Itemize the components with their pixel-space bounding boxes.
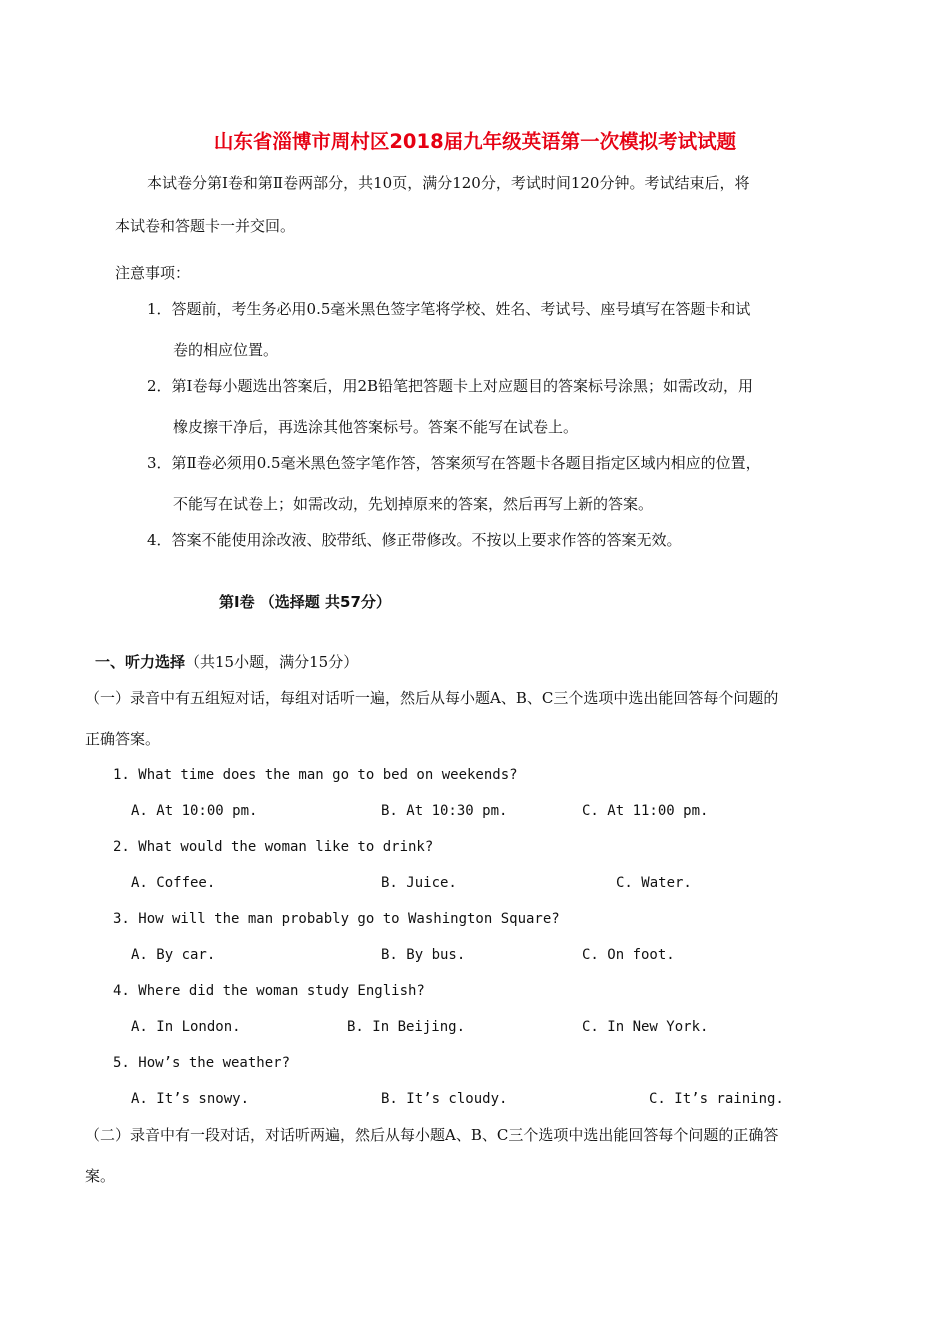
question-5-option-c: C. It’s raining. xyxy=(649,1091,784,1107)
notice-item-3-line-1: 3．第Ⅱ卷必须用0.5毫米黑色签字笔作答，答案须写在答题卡各题目指定区域内相应的位置， xyxy=(147,454,761,472)
page-title: 山东省淄博市周村区2018届九年级英语第一次模拟考试试题 xyxy=(213,130,737,153)
question-4: 4. Where did the woman study English? xyxy=(113,983,425,999)
notice-item-2-line-1: 2．第Ⅰ卷每小题选出答案后，用2B铅笔把答题卡上对应题目的答案标号涂黑；如需改动，用 xyxy=(147,377,754,395)
question-5-option-b: B. It’s cloudy. xyxy=(381,1091,508,1107)
sub2-instruction-line-2: 案。 xyxy=(85,1167,116,1185)
sub2-instruction-line-1: （二）录音中有一段对话，对话听两遍，然后从每小题A、B、C三个选项中选出能回答每个问题的正确答 xyxy=(85,1126,779,1144)
part1-heading: 第Ⅰ卷 （选择题 共57分） xyxy=(219,593,391,611)
sub1-instruction-line-1: （一）录音中有五组短对话，每组对话听一遍，然后从每小题A、B、C三个选项中选出能回答每个问题的 xyxy=(85,689,779,707)
question-1-option-b: B. At 10:30 pm. xyxy=(381,803,508,819)
notice-item-4-line-1: 4．答案不能使用涂改液、胶带纸、修正带修改。不按以上要求作答的答案无效。 xyxy=(147,531,682,549)
question-5: 5. How’s the weather? xyxy=(113,1055,291,1071)
notice-heading: 注意事项： xyxy=(115,264,191,282)
question-2-option-a: A. Coffee. xyxy=(131,875,216,891)
section1-heading-rest: （共15小题，满分15分） xyxy=(185,653,359,671)
question-3: 3. How will the man probably go to Washington Square? xyxy=(113,911,560,927)
intro-line-1: 本试卷分第Ⅰ卷和第Ⅱ卷两部分，共10页，满分120分，考试时间120分钟。考试结束后，将 xyxy=(147,174,750,192)
question-3-option-c: C. On foot. xyxy=(582,947,675,963)
section1-heading-bold: 一、听力选择 xyxy=(95,653,186,671)
intro-line-2: 本试卷和答题卡一并交回。 xyxy=(115,217,296,235)
question-3-option-a: A. By car. xyxy=(131,947,216,963)
question-3-option-b: B. By bus. xyxy=(381,947,466,963)
question-4-option-a: A. In London. xyxy=(131,1019,241,1035)
section1-heading xyxy=(95,652,358,672)
sub1-instruction-line-2: 正确答案。 xyxy=(85,730,161,748)
question-1-option-c: C. At 11:00 pm. xyxy=(582,803,709,819)
question-4-option-c: C. In New York. xyxy=(582,1019,709,1035)
question-1: 1. What time does the man go to bed on weekends? xyxy=(113,767,518,783)
notice-item-3-line-2: 不能写在试卷上；如需改动，先划掉原来的答案，然后再写上新的答案。 xyxy=(173,495,654,513)
notice-item-1-line-1: 1．答题前，考生务必用0.5毫米黑色签字笔将学校、姓名、考试号、座号填写在答题卡和试 xyxy=(147,300,751,318)
notice-item-2-line-2: 橡皮擦干净后，再选涂其他答案标号。答案不能写在试卷上。 xyxy=(173,418,579,436)
question-2: 2. What would the woman like to drink? xyxy=(113,839,434,855)
question-2-option-c: C. Water. xyxy=(616,875,692,891)
question-1-option-a: A. At 10:00 pm. xyxy=(131,803,258,819)
question-2-option-b: B. Juice. xyxy=(381,875,457,891)
question-4-option-b: B. In Beijing. xyxy=(347,1019,466,1035)
question-5-option-a: A. It’s snowy. xyxy=(131,1091,250,1107)
notice-item-1-line-2: 卷的相应位置。 xyxy=(173,341,279,359)
